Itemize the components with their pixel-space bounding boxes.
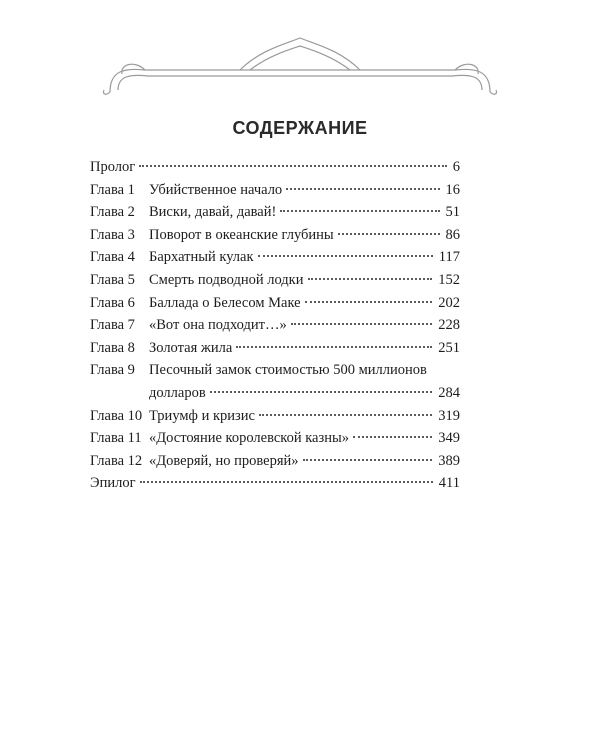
toc-entry-label: Глава 6 — [90, 294, 135, 311]
toc-entry-label: Глава 12 — [90, 452, 143, 469]
toc-entry-page: 6 — [452, 159, 460, 175]
toc-entry-label: Глава 8 — [90, 339, 135, 356]
toc-entry-page: 349 — [438, 430, 460, 447]
toc-entry — [90, 182, 460, 205]
toc-entry — [90, 204, 460, 227]
toc-entry — [90, 453, 460, 476]
toc-entry-label: Глава 1 — [90, 181, 135, 198]
toc-leader-dots — [280, 210, 439, 212]
toc-entry-title: Поворот в океанские глубины — [149, 226, 334, 243]
toc-entry-page: 228 — [438, 317, 460, 334]
toc-leader-dots — [259, 414, 432, 416]
toc-entry-page: 319 — [438, 407, 460, 424]
toc-entry-title: Смерть подводной лодки — [149, 271, 304, 288]
toc-entry-title: Виски, давай, давай! — [149, 204, 277, 221]
decorative-header-frame-icon — [90, 30, 510, 102]
toc-entry — [90, 159, 460, 182]
toc-entry — [90, 340, 460, 363]
toc-entry-title: Триумф и кризис — [149, 407, 255, 424]
toc-leader-dots — [291, 323, 433, 325]
toc-leader-dots — [210, 391, 433, 393]
toc-entry — [90, 408, 460, 431]
toc-leader-dots — [236, 346, 432, 348]
toc-entry-page: 411 — [438, 475, 460, 492]
toc-leader-dots — [308, 278, 433, 280]
toc-entry — [90, 249, 460, 272]
toc-entry-page: 117 — [438, 249, 460, 266]
toc-entry — [90, 272, 460, 295]
toc-leader-dots — [305, 301, 433, 303]
toc-entry-title: «Доверяй, но проверяй» — [149, 452, 299, 469]
toc-entry-title: Баллада о Белесом Маке — [149, 294, 301, 311]
toc-entry — [90, 385, 460, 408]
toc-entry-title: Песочный замок стоимостью 500 миллионов — [149, 362, 427, 379]
toc-leader-dots — [258, 255, 433, 257]
toc-entry-label: Глава 9 — [90, 362, 135, 379]
toc-entry — [90, 227, 460, 250]
toc-entry-label: Эпилог — [90, 475, 136, 492]
toc-entry — [90, 362, 460, 385]
toc-entry-label: Глава 7 — [90, 317, 135, 334]
toc-entry — [90, 295, 460, 318]
toc-entry-label: Пролог — [90, 159, 136, 175]
toc-entry-page: 16 — [445, 181, 460, 198]
toc-entry-page: 152 — [438, 271, 460, 288]
toc-leader-dots — [139, 165, 447, 167]
toc-entry-title: Бархатный кулак — [149, 249, 254, 266]
toc-entry-label: Глава 2 — [90, 204, 135, 221]
toc-entry-page: 251 — [438, 339, 460, 356]
toc-entry-title-continued: долларов — [149, 384, 206, 401]
toc-entry — [90, 430, 460, 453]
toc-entry-title: Золотая жила — [149, 339, 233, 356]
toc-entry-label: Глава 5 — [90, 271, 135, 288]
toc-entry-label: Глава 11 — [90, 430, 142, 447]
toc-leader-dots — [338, 233, 440, 235]
toc-leader-dots — [286, 188, 439, 190]
toc-leader-dots — [303, 459, 433, 461]
toc-entry-page: 51 — [445, 204, 460, 221]
page-title: СОДЕРЖАНИЕ — [232, 118, 368, 138]
toc-entry-page: 86 — [445, 226, 460, 243]
toc-entry-page: 284 — [438, 384, 460, 401]
toc-entry-page: 389 — [438, 452, 460, 469]
toc-entry-label: Глава 10 — [90, 407, 143, 424]
toc-leader-dots — [140, 481, 433, 483]
toc-entry-title: «Вот она подходит…» — [149, 317, 287, 334]
toc-leader-dots — [353, 436, 432, 438]
table-of-contents — [90, 159, 460, 498]
toc-entry-label: Глава 3 — [90, 226, 135, 243]
toc-entry — [90, 475, 460, 498]
toc-entry — [90, 317, 460, 340]
toc-entry-title: «Достояние королевской казны» — [149, 430, 349, 447]
toc-entry-title: Убийственное начало — [149, 181, 283, 198]
toc-entry-label: Глава 4 — [90, 249, 135, 266]
toc-entry-page: 202 — [438, 294, 460, 311]
